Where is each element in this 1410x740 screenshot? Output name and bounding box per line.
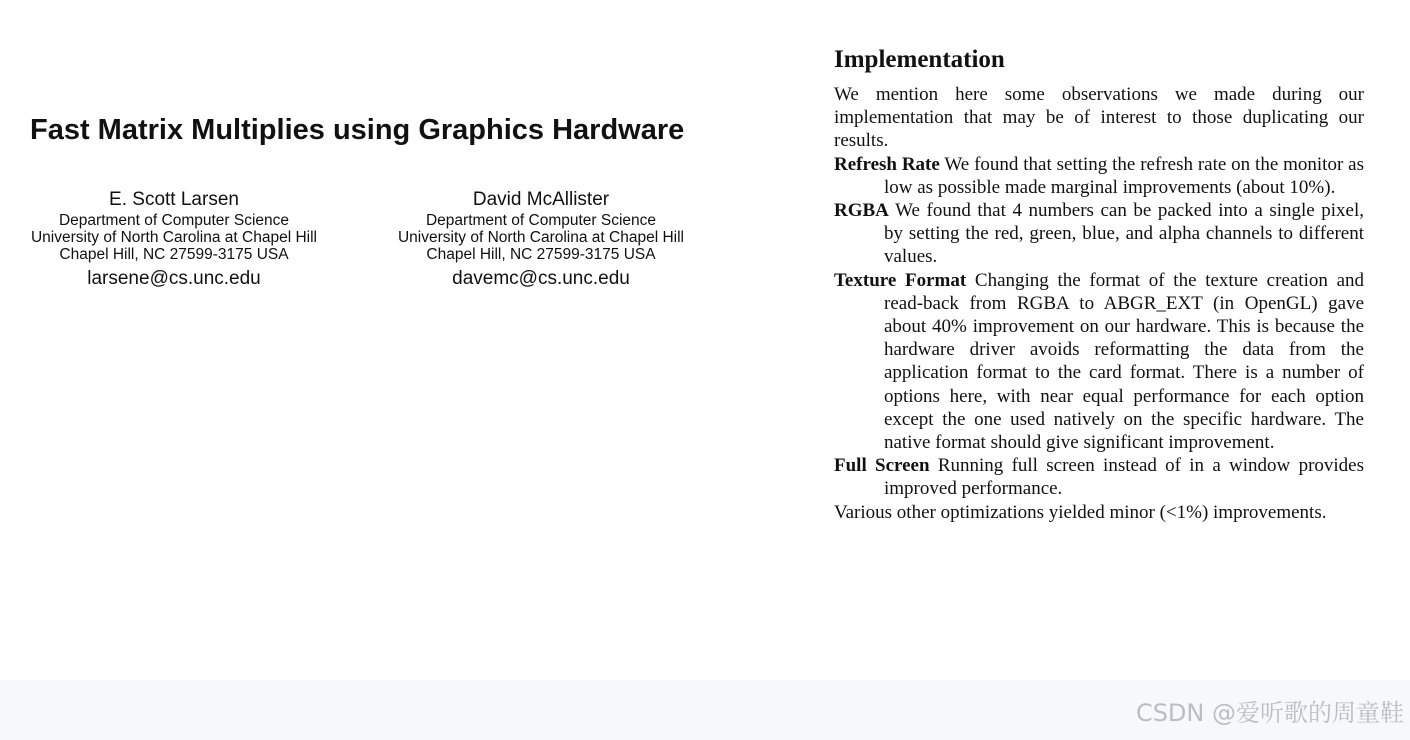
author-block-larsen: [4, 188, 344, 291]
section-intro: We mention here some observations we made during our implementation that may be of interest to those duplicating our results.: [834, 84, 1364, 152]
author-name: David McAllister: [472, 189, 610, 210]
author-address: Chapel Hill, NC 27599-3175 USA: [59, 246, 289, 263]
author-email: davemc@cs.unc.edu: [452, 268, 630, 289]
item-full-screen: [834, 454, 1364, 500]
section-heading: Implementation: [834, 46, 1005, 73]
item-text: We found that 4 numbers can be packed into a single pixel, by setting the red, green, blue, and alpha channels to different values.: [884, 200, 1364, 268]
author-department: Department of Computer Science: [425, 212, 657, 229]
item-texture-format: [834, 269, 1364, 455]
paper-title: Fast Matrix Multiplies using Graphics Hardware: [30, 114, 685, 146]
item-term: Refresh Rate: [834, 153, 940, 175]
section-closing: Various other optimizations yielded minor (<1%) improvements.: [834, 501, 1327, 523]
item-text: We found that setting the refresh rate on the monitor as low as possible made marginal improvements (about 10%).: [884, 153, 1364, 198]
item-term: Texture Format: [834, 269, 967, 291]
item-text: Running full screen instead of in a window provides improved performance.: [884, 455, 1364, 500]
author-university: University of North Carolina at Chapel Hill: [30, 229, 317, 246]
author-block-mcallister: [371, 188, 711, 291]
item-refresh-rate: [834, 153, 1364, 199]
author-address: Chapel Hill, NC 27599-3175 USA: [426, 246, 656, 263]
item-term: RGBA: [834, 200, 889, 222]
item-rgba: [834, 199, 1364, 269]
author-university: University of North Carolina at Chapel Hill: [397, 229, 684, 246]
watermark-text: CSDN @爱听歌的周童鞋: [1135, 699, 1404, 727]
item-text: Changing the format of the texture creation and read-back from RGBA to ABGR_EXT (in OpenGL) gave about 40% improvement on our hardware. This is because the hardware driver avoids reformatting the data from the application format to the card format. There is a number of options here, with near equal performance for each option except the one used natively on the specific hardware. The native format should give significant improvement.: [884, 269, 1365, 454]
author-name: E. Scott Larsen: [109, 189, 239, 210]
author-department: Department of Computer Science: [58, 212, 290, 229]
author-email: larsene@cs.unc.edu: [87, 268, 261, 289]
item-term: Full Screen: [834, 455, 930, 477]
implementation-section: [834, 40, 1364, 524]
